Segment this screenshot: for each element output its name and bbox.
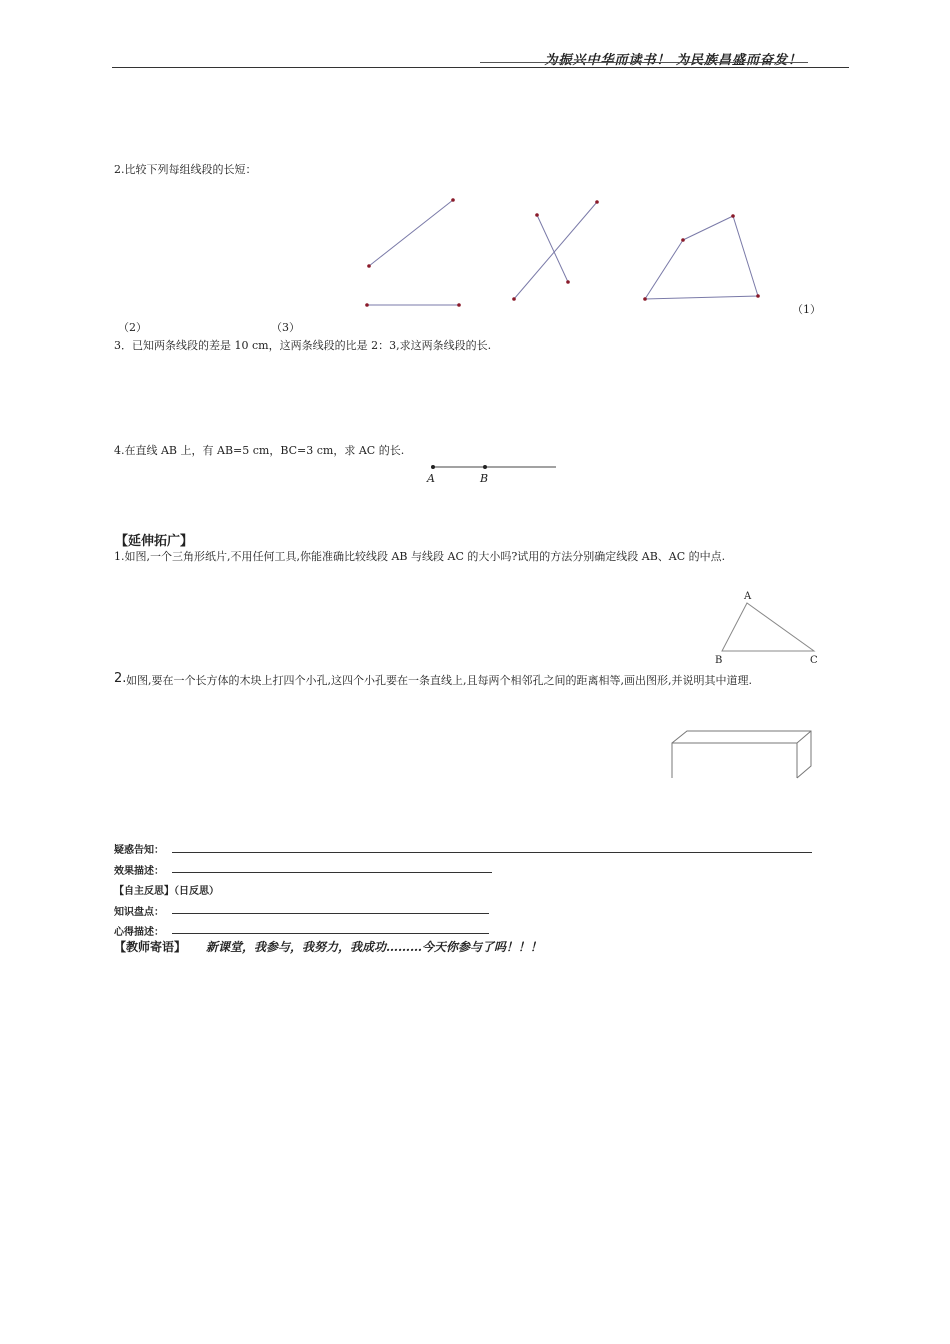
question-2-text: 2.比较下列每组线段的长短： (114, 163, 257, 176)
knowledge-fill-line[interactable] (172, 913, 489, 914)
figure-2-point (595, 200, 599, 204)
figure-3-point (681, 238, 685, 242)
knowledge-label: 知识盘点： (114, 907, 164, 918)
teacher-message-text: 新课堂，我参与，我努力，我成功………今天你参与了吗！！！ (206, 940, 543, 954)
reflection-title: 【自主反思】（日反思） (114, 886, 219, 897)
extension-question-2-text: 如图,要在一个长方体的木块上打四个小孔,这四个小孔要在一条直线上,且每两个相邻孔之间的距离相等,画出图形,并说明其中道理. (126, 674, 752, 687)
figure-3-quadrilateral (643, 214, 760, 301)
figure-1-segment-upper (369, 200, 453, 266)
cuboid-edge (797, 731, 811, 743)
header-slogan: 为振兴中华而读书！ 为民族昌盛而奋发！ (544, 53, 802, 68)
extension-title: 【延伸拓广】 (115, 534, 194, 549)
extension-question-2-number: 2. (114, 671, 127, 686)
question-4-point-a (431, 465, 435, 469)
extension-question-1-text: 1.如图,一个三角形纸片,不用任何工具,你能准确比较线段 AB 与线段 AC 的大小吗?试用的方法分别确定线段 AB、AC 的中点. (114, 550, 726, 563)
figure-1-point (457, 303, 461, 307)
triangle-vertex-c: C (810, 655, 818, 666)
question-4-label-a: A (427, 472, 435, 485)
insight-label: 心得描述： (114, 927, 164, 938)
figure-2-point (535, 213, 539, 217)
teacher-message-title: 【教师寄语】 (114, 940, 187, 954)
figure-2-crossing-segments (512, 200, 599, 301)
doubts-label: 疑惑告知： (114, 845, 164, 856)
effect-label: 效果描述： (114, 866, 164, 877)
figure-2-segment-short (537, 215, 568, 282)
figure-2-point (512, 297, 516, 301)
extension-triangle-figure (722, 603, 814, 651)
extension-cuboid-figure (672, 731, 811, 778)
figure-2-segment-long (514, 202, 597, 299)
triangle-vertex-a: A (744, 591, 752, 602)
figure-1-point (451, 198, 455, 202)
question-4-label-b: B (480, 472, 489, 485)
figure-3-point (643, 297, 647, 301)
figure-1-point (365, 303, 369, 307)
extension-triangle-outline (722, 603, 814, 651)
question-4-point-b (483, 465, 487, 469)
figure-1-segments (365, 198, 461, 307)
effect-fill-line[interactable] (172, 872, 492, 873)
figure-3-point (756, 294, 760, 298)
figure-label-1: （1） (792, 303, 821, 316)
figure-3-outline (645, 216, 758, 299)
question-4-text: 4.在直线 AB 上，有 AB=5 cm，BC=3 cm，求 AC 的长. (114, 444, 405, 457)
cuboid-top-side (672, 731, 811, 778)
insight-fill-line[interactable] (172, 933, 489, 934)
cuboid-front-face (672, 743, 797, 778)
figure-label-2: （2） (118, 321, 147, 334)
figure-label-3: （3） (271, 321, 300, 334)
triangle-vertex-b: B (715, 655, 723, 666)
figure-3-point (731, 214, 735, 218)
figure-1-point (367, 264, 371, 268)
doubts-fill-line[interactable] (172, 852, 812, 853)
question-3-text: 3．已知两条线段的差是 10 cm，这两条线段的比是 2：3,求这两条线段的长. (114, 339, 492, 352)
question-4-line-figure (431, 465, 556, 469)
figure-2-point (566, 280, 570, 284)
